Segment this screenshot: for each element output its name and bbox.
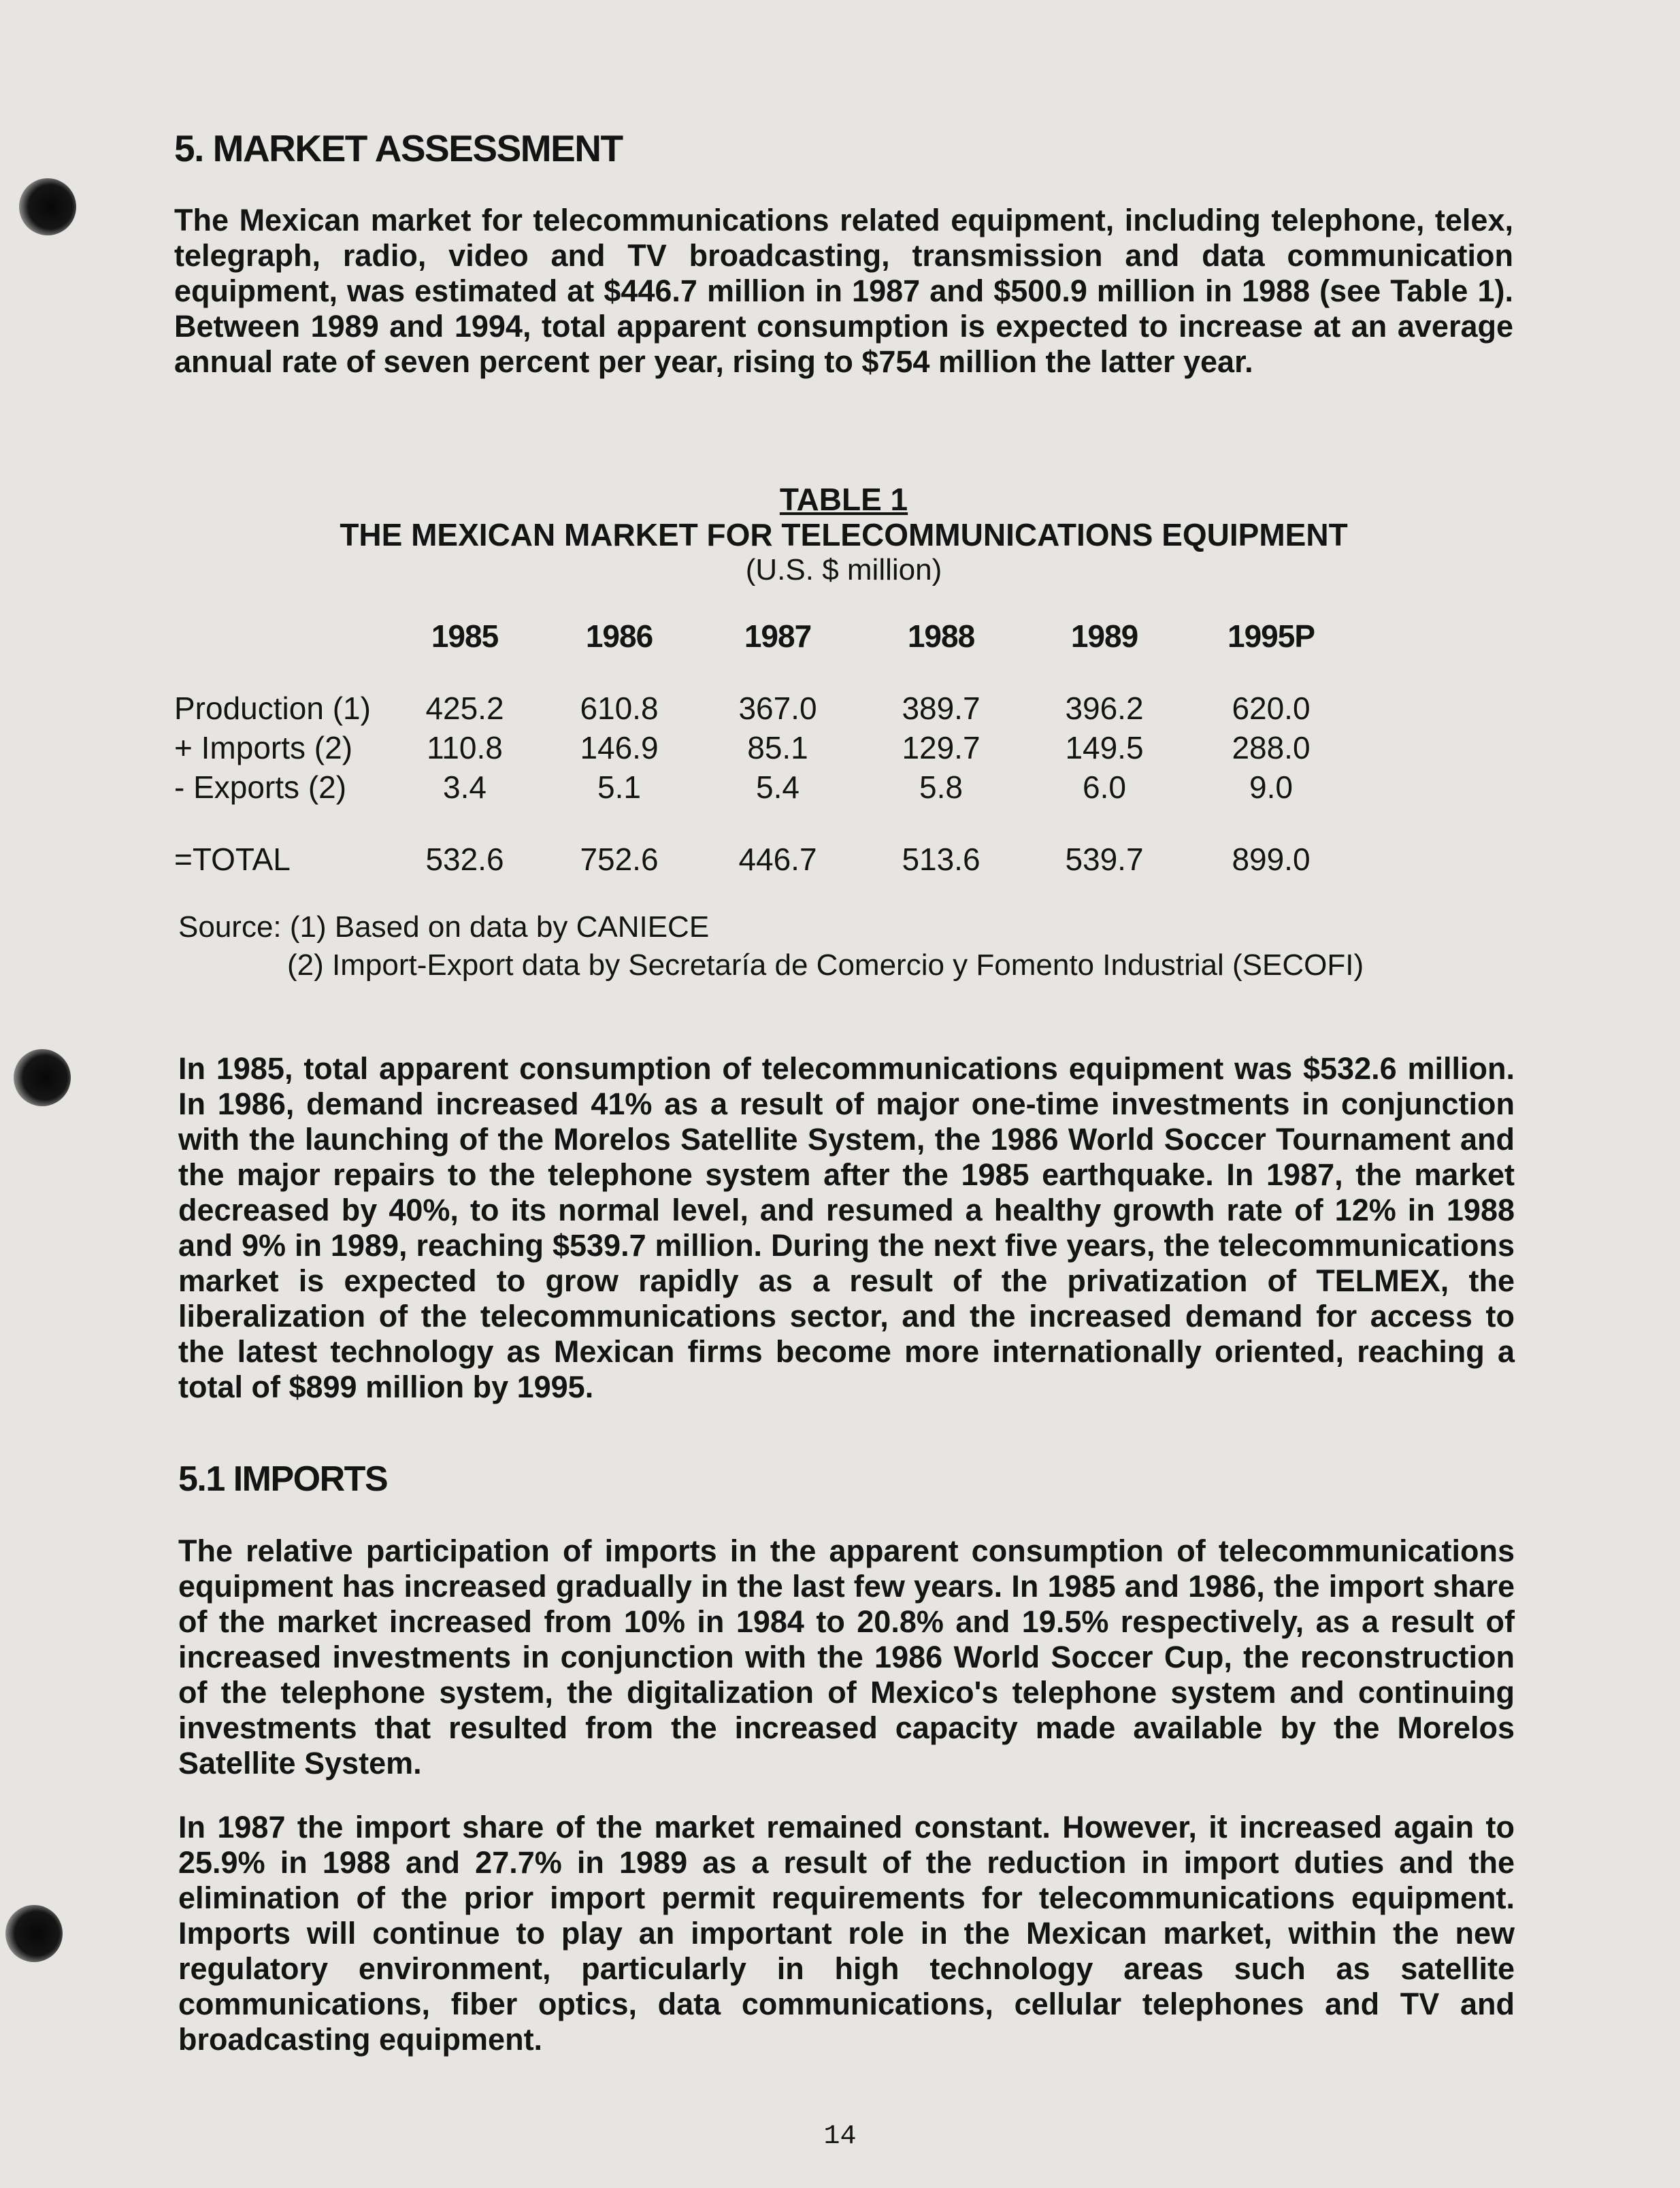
year-header: 1987	[744, 618, 812, 654]
year-header: 1986	[585, 618, 653, 654]
table-cell: 5.1	[597, 769, 641, 805]
punch-hole	[14, 1049, 71, 1106]
table-cell: 5.4	[756, 769, 800, 805]
table-row	[0, 729, 1680, 770]
table-unit: (U.S. $ million)	[745, 553, 942, 586]
year-header: 1985	[431, 618, 499, 654]
table-cell: 146.9	[580, 730, 659, 765]
table-cell: 532.6	[425, 842, 504, 877]
table-cell: 6.0	[1083, 769, 1126, 805]
table-cell: 85.1	[747, 730, 808, 765]
table-cell: 513.6	[902, 842, 981, 877]
row-label: Production (1)	[174, 691, 371, 726]
table-cell: 367.0	[738, 691, 817, 726]
intro-paragraph: The Mexican market for telecommunications related equipment, including telephone, telex, telegraph, radio, video and TV broadcasting, transmission and data communication equipment, was estimated at $446.7 million in 1987 and $500.9 million in 1988 (see Table 1). Between 1989 and 1994, total apparent consumption is expected to increase at an average annual rate of seven percent per year, rising to $754 million the latter year.	[174, 203, 1513, 379]
row-label: =TOTAL	[174, 842, 291, 877]
table-cell: 425.2	[425, 691, 504, 726]
table-title: THE MEXICAN MARKET FOR TELECOMMUNICATIONS EQUIPMENT	[340, 517, 1348, 552]
table-label: TABLE 1	[779, 482, 908, 517]
year-header: 1989	[1070, 618, 1138, 654]
table-header	[174, 482, 1513, 588]
table-year-row	[0, 618, 1680, 659]
table-cell: 3.4	[443, 769, 487, 805]
table-cell: 389.7	[902, 691, 981, 726]
table-cell: 539.7	[1065, 842, 1144, 877]
table-cell: 9.0	[1249, 769, 1293, 805]
table-cell: 5.8	[919, 769, 963, 805]
year-header: 1995P	[1227, 618, 1315, 654]
row-label: + Imports (2)	[174, 730, 353, 765]
imports-paragraph-1: The relative participation of imports in the apparent consumption of telecommunications equipment has increased gradually in the last few years. In 1985 and 1986, the import share of the market increased from 10% in 1984 to 20.8% and 19.5% respectively, as a result of increased investments in conjunction with the 1986 World Soccer Cup, the reconstruction of the telephone system, the digitalization of Mexico's telephone system and continuing investments that resulted from the increased capacity made available by the Morelos Satellite System.	[178, 1534, 1515, 1780]
table-cell: 129.7	[902, 730, 981, 765]
table-source	[178, 908, 1364, 984]
table-cell: 446.7	[738, 842, 817, 877]
table-cell: 899.0	[1232, 842, 1311, 877]
page-number: 14	[823, 2121, 857, 2152]
table-cell: 149.5	[1065, 730, 1144, 765]
table-row	[0, 690, 1680, 731]
punch-hole	[5, 1905, 63, 1962]
imports-heading: 5.1 IMPORTS	[178, 1459, 388, 1499]
row-label: - Exports (2)	[174, 769, 347, 805]
table-cell: 110.8	[427, 730, 503, 765]
table-cell: 752.6	[580, 842, 659, 877]
imports-paragraph-2: In 1987 the import share of the market remained constant. However, it increased again to 25.9% in 1988 and 27.7% in 1989 as a result of the reduction in import duties and the elimination of the prior import permit requirements for telecommunications equipment. Imports will continue to play an important role in the Mexican market, within the new regulatory environment, particularly in high technology areas such as satellite communications, fiber optics, data communications, cellular telephones and TV and broadcasting equipment.	[178, 1810, 1515, 2057]
table-row	[0, 769, 1680, 810]
table-cell: 288.0	[1232, 730, 1311, 765]
source-line-2: (2) Import-Export data by Secretaría de Comercio y Fomento Industrial (SECOFI)	[287, 948, 1364, 982]
consumption-paragraph: In 1985, total apparent consumption of telecommunications equipment was $532.6 million. In 1986, demand increased 41% as a result of major one-time investments in conjunction with the launching of the Morelos Satellite System, the 1986 World Soccer Tournament and the major repairs to the telephone system after the 1985 earthquake. In 1987, the market decreased by 40%, to its normal level, and resumed a healthy growth rate of 12% in 1988 and 9% in 1989, reaching $539.7 million. During the next five years, the telecommunications market is expected to grow rapidly as a result of the privatization of TELMEX, the liberalization of the telecommunications sector, and the increased demand for access to the latest technology as Mexican firms become more internationally oriented, reaching a total of $899 million by 1995.	[178, 1051, 1515, 1404]
year-header: 1988	[907, 618, 975, 654]
table-cell: 396.2	[1065, 691, 1144, 726]
table-total-row	[0, 841, 1680, 882]
table-cell: 610.8	[580, 691, 659, 726]
table-cell: 620.0	[1232, 691, 1311, 726]
section-heading: 5. MARKET ASSESSMENT	[174, 127, 623, 169]
source-line-1: Source: (1) Based on data by CANIECE	[178, 910, 710, 944]
punch-hole	[19, 178, 76, 235]
